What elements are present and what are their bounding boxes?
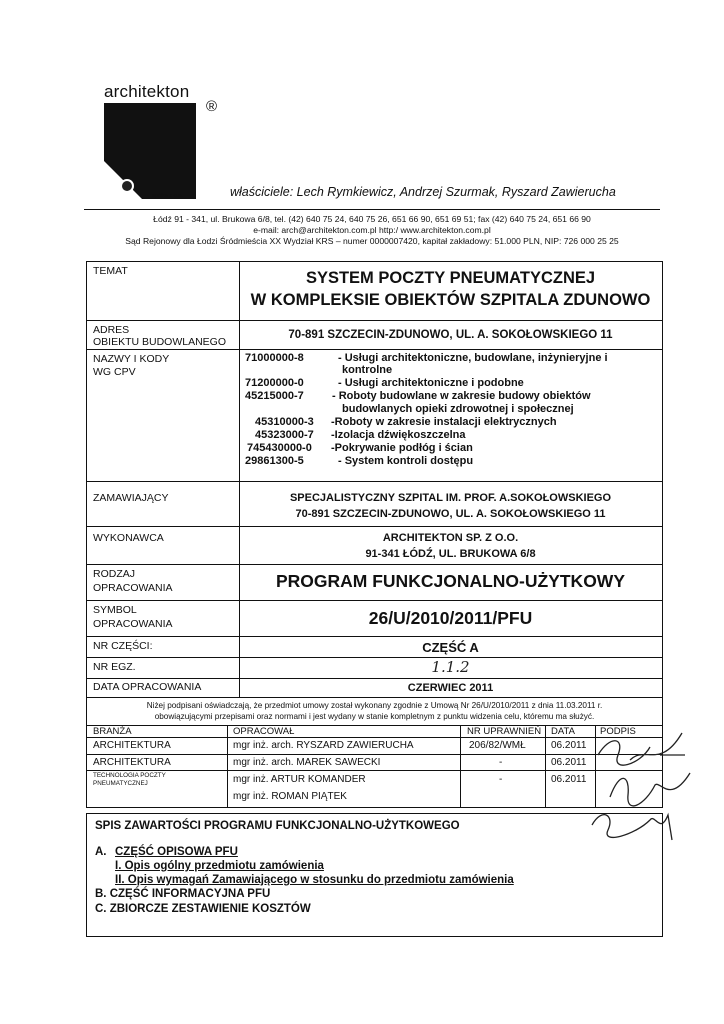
table-divider: [545, 726, 546, 807]
data-value: CZERWIEC 2011: [407, 682, 494, 694]
cpv-code: 71200000-0: [245, 377, 304, 389]
table-row-line: [87, 770, 662, 771]
header-opracowal: OPRACOWAŁ: [233, 726, 295, 737]
toc-title: SPIS ZAWARTOŚCI PROGRAMU FUNKCJONALNO-UŻYTKOWEGO: [95, 820, 460, 832]
row-adres: [87, 321, 662, 350]
table-row-nr: -: [499, 774, 503, 785]
symbol-label-2: OPRACOWANIA: [93, 618, 173, 630]
address-line-2: e-mail: arch@architekton.com.pl http:/ www.architekton.com.pl: [253, 225, 491, 235]
table-row-branza: ARCHITEKTURA: [93, 740, 171, 751]
table-divider: [460, 726, 461, 807]
header-divider: [84, 209, 660, 210]
title-block-form: [86, 261, 663, 808]
row-declaration: [87, 698, 662, 726]
address-line-1: Łódź 91 - 341, ul. Brukowa 6/8, tel. (42) 640 75 24, 640 75 26, 651 66 90, 651 69 51; fax (42) 640 75 24, 651 66 90: [153, 214, 591, 224]
cpv-desc: - System kontroli dostępu: [338, 455, 474, 467]
temat-line-2: W KOMPLEKSIE OBIEKTÓW SZPITALA ZDUNOWO: [250, 291, 651, 309]
adres-value: 70-891 SZCZECIN-ZDUNOWO, UL. A. SOKOŁOWSKIEGO 11: [288, 329, 613, 341]
cpv-label-2: WG CPV: [93, 366, 136, 378]
registered-mark: ®: [206, 98, 218, 115]
row-zamawiajacy: [87, 482, 662, 527]
header-podpis: PODPIS: [600, 726, 636, 737]
adres-label-1: ADRES: [93, 324, 130, 336]
table-row-opracowal: mgr inż. ROMAN PIĄTEK: [233, 791, 347, 802]
cpv-desc: - Roboty budowlane w zakresie budowy obiektów: [332, 390, 591, 402]
cpv-label-1: NAZWY I KODY: [93, 353, 170, 365]
row-wykonawca: [87, 527, 662, 565]
column-divider: [239, 350, 240, 481]
table-row-line: [87, 737, 662, 738]
wykonawca-line-2: 91-341 ŁÓDŹ, UL. BRUKOWA 6/8: [365, 548, 536, 560]
cpv-code: 29861300-5: [245, 455, 304, 467]
egz-label: NR EGZ.: [93, 661, 136, 673]
data-label: DATA OPRACOWANIA: [93, 681, 202, 693]
table-row-opracowal: mgr inż. arch. MAREK SAWECKI: [233, 757, 381, 768]
toc-b: B. CZĘŚĆ INFORMACYJNA PFU: [95, 888, 271, 900]
temat-line-1: SYSTEM POCZTY PNEUMATYCZNEJ: [305, 269, 596, 287]
cpv-code: 45215000-7: [245, 390, 304, 402]
toc-a-title: CZĘŚĆ OPISOWA PFU: [115, 846, 238, 858]
table-row-opracowal: mgr inż. ARTUR KOMANDER: [233, 774, 366, 785]
cpv-code: 45310000-3: [255, 416, 314, 428]
cpv-code: 745430000-0: [247, 442, 312, 454]
row-temat: [87, 262, 662, 321]
czesc-value: CZĘŚĆ A: [422, 640, 479, 655]
cpv-desc: - Usługi architektoniczne, budowlane, inżynieryjne i: [338, 352, 608, 364]
cpv-desc: budowlanych opieki zdrowotnej i społecznej: [342, 403, 574, 415]
signatures-table: [87, 726, 662, 807]
header-nr-uprawnien: NR UPRAWNIEŃ: [467, 726, 542, 737]
cpv-desc: kontrolne: [342, 364, 393, 376]
table-row-branza: TECHNOLOGIA POCZTY PNEUMATYCZNEJ: [93, 772, 166, 787]
wykonawca-line-1: ARCHITEKTON SP. Z O.O.: [382, 532, 519, 544]
adres-label-2: OBIEKTU BUDOWLANEGO: [93, 336, 227, 348]
row-czesc: [87, 637, 662, 658]
temat-label: TEMAT: [93, 265, 128, 277]
header-data: DATA: [551, 726, 575, 737]
declaration-line-2: obowiązującymi przepisami oraz normami i jest wydany w stanie kompletnym z punktu widzenia celu, któremu ma służyć.: [154, 712, 595, 721]
cpv-desc: - Usługi architektoniczne i podobne: [338, 377, 524, 389]
table-row-nr: 206/82/WMŁ: [469, 740, 526, 751]
zamawiajacy-line-2: 70-891 SZCZECIN-ZDUNOWO, UL. A. SOKOŁOWSKIEGO 11: [295, 508, 606, 520]
row-rodzaj: [87, 565, 662, 601]
rodzaj-value: PROGRAM FUNKCJONALNO-UŻYTKOWY: [275, 571, 625, 591]
table-row-opracowal: mgr inż. arch. RYSZARD ZAWIERUCHA: [233, 740, 414, 751]
table-row-nr: -: [499, 757, 503, 768]
cpv-desc: -Roboty w zakresie instalacji elektrycznych: [331, 416, 557, 428]
logo-dot: [120, 179, 134, 193]
symbol-value: 26/U/2010/2011/PFU: [368, 608, 533, 628]
egz-value-handwritten: 1.1.2: [431, 658, 470, 676]
table-of-contents: [86, 813, 663, 937]
table-divider: [227, 726, 228, 807]
symbol-label-1: SYMBOL: [93, 604, 137, 616]
address-line-3: Sąd Rejonowy dla Łodzi Śródmieścia XX Wydział KRS – numer 0000007420, kapitał zakładowy: 51.000 PLN, NIP: 726 000 25 25: [125, 236, 619, 246]
toc-a-ii: II. Opis wymagań Zamawiającego w stosunku do przedmiotu zamówienia: [115, 874, 514, 886]
rodzaj-label-1: RODZAJ: [93, 568, 135, 580]
table-row-line: [87, 754, 662, 755]
header-branza: BRANŻA: [93, 726, 132, 737]
logo-mark: [104, 103, 196, 199]
table-row-branza: ARCHITEKTURA: [93, 757, 171, 768]
row-symbol: [87, 601, 662, 637]
logo-wordmark: architekton: [104, 82, 190, 101]
declaration-line-1: Niżej podpisani oświadczają, że przedmiot umowy został wykonany zgodnie z Umową Nr 26/U/2010/2011 z dnia 11.03.2011 r.: [146, 701, 603, 710]
toc-a-prefix: A.: [95, 846, 107, 858]
zamawiajacy-line-1: SPECJALISTYCZNY SZPITAL IM. PROF. A.SOKOŁOWSKIEGO: [289, 492, 612, 504]
zamawiajacy-label: ZAMAWIAJĄCY: [93, 492, 169, 504]
cpv-desc: -Izolacja dźwiękoszczelna: [331, 429, 466, 441]
row-cpv: [87, 350, 662, 482]
cpv-code: 45323000-7: [255, 429, 314, 441]
owners-line: właściciele: Lech Rymkiewicz, Andrzej Szurmak, Ryszard Zawierucha: [230, 185, 616, 199]
rodzaj-label-2: OPRACOWANIA: [93, 582, 173, 594]
toc-c: C. ZBIORCZE ZESTAWIENIE KOSZTÓW: [95, 903, 311, 915]
row-egz: [87, 658, 662, 679]
company-form: spółka z o.o.: [152, 193, 183, 199]
cpv-code: 71000000-8: [245, 352, 304, 364]
czesc-label: NR CZĘŚCI:: [93, 640, 153, 652]
toc-a-i: I. Opis ogólny przedmiotu zamówienia: [115, 860, 324, 872]
cpv-desc: -Pokrywanie podłóg i ścian: [331, 442, 473, 454]
wykonawca-label: WYKONAWCA: [93, 532, 164, 544]
table-row-data: 06.2011: [551, 740, 587, 751]
table-row-data: 06.2011: [551, 774, 587, 785]
table-row-data: 06.2011: [551, 757, 587, 768]
row-data: [87, 679, 662, 698]
